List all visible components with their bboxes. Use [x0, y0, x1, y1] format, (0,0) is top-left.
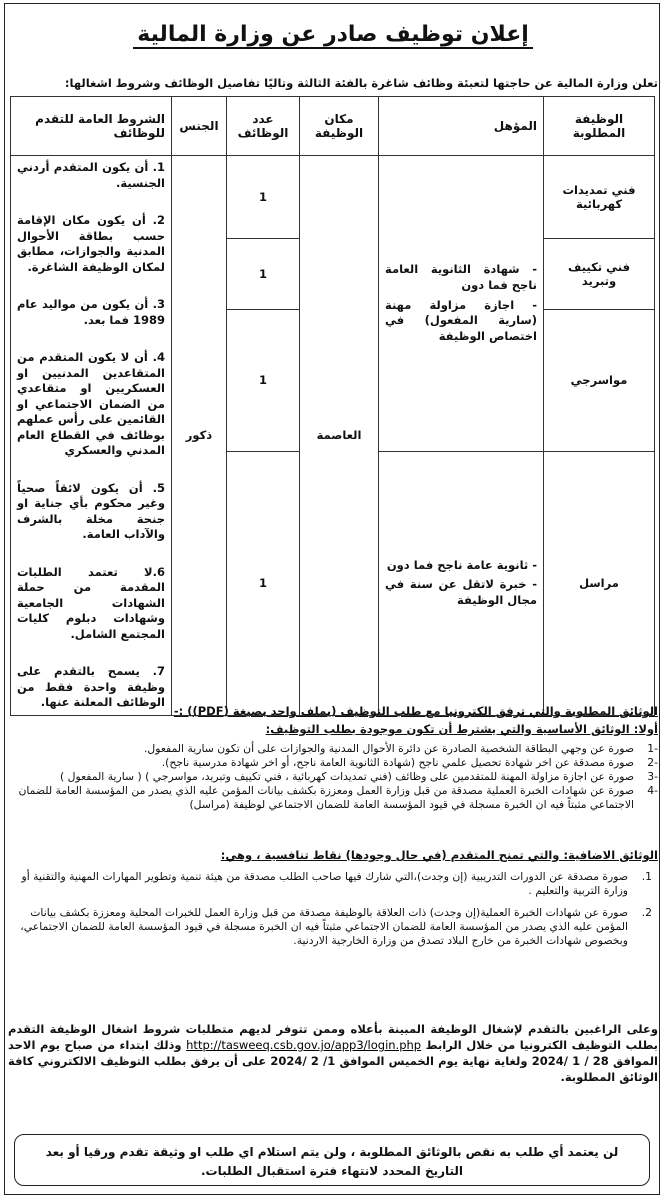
condition-item: 7. يسمح بالتقدم على وظيفة واحدة فقط من الوظائف المعلنة عنها.: [17, 664, 165, 710]
job-cell: مراسل: [544, 451, 655, 715]
item-number: -1: [647, 742, 658, 755]
item-text: صورة مصدقة عن اخر شهادة تحصيل علمي ناجح (شهادة الثانوية العامة ناجح، أو اخر شهادة مدرسية ناجح).: [161, 756, 634, 770]
required-documents-heading: الوثائق المطلوبة والتي ترفق الكترونيا مع طلب التوظيف (بملف واحد بصيغة (PDF)) :-: [173, 704, 658, 718]
item-text: صورة مصدقة عن الدورات التدريبية (إن وجدت)،التي شارك فيها صاحب الطلب مصدقة من هيئة تنمية وتطوير المهارات المهنية والتقنية أو وزارة التربية والتعليم .: [21, 870, 628, 898]
qualification-item: - ثانوية عامة ناجح فما دون: [386, 557, 537, 572]
list-item: [8, 742, 658, 756]
condition-item: 4. أن لا يكون المتقدم من المتقاعدين المدنيين او العسكريين او متقاعدي من الضمان الاجتماعي او القائمين على رأس عملهم بوظائف في القطاع العام المدني والعسكري: [17, 350, 165, 458]
item-number: -3: [647, 770, 658, 784]
header-job: الوظيفة المطلوبة: [544, 97, 655, 156]
count-cell: 1: [227, 239, 300, 310]
list-item: [8, 870, 658, 898]
header-count: عدد الوظائف: [227, 97, 300, 156]
qualification-item: - اجازة مزاولة مهنة (سارية المفعول) في اختصاص الوظيفة: [385, 297, 537, 343]
job-cell: مواسرجي: [544, 310, 655, 452]
header-gender: الجنس: [172, 97, 227, 156]
header-conditions: الشروط العامة للتقدم للوظائف: [11, 97, 172, 156]
condition-item: 5. أن يكون لائقاً صحياً وغير محكوم بأي جناية او جنحة مخلة بالشرف والآداب العامة.: [17, 480, 165, 542]
condition-item: 1. أن يكون المتقدم أردني الجنسية.: [17, 160, 165, 190]
gender-cell: ذكور: [172, 156, 227, 716]
job-cell: فني تكييف وتبريد: [544, 239, 655, 310]
table-row: [11, 156, 655, 239]
item-number: 2.: [641, 906, 652, 920]
jobs-table: [10, 96, 655, 716]
item-text: صورة عن شهادات الخبرة العملية مصدقة من قبل وزارة العمل ومعززة بكشف بيانات المؤمن عليه الذي يصدر من المؤسسة العامة للضمان الاجتماعي مثبتاً فيه ان الخبرة مسجلة في قيود المؤسسة العامة للضمان الاجتماعي لوظيفة (مراسل): [18, 784, 634, 812]
qualification-cell: [379, 451, 544, 715]
item-number: -2: [647, 756, 658, 770]
required-documents-section: [8, 704, 658, 812]
item-text: صورة عن اجازة مزاولة المهنة للمتقدمين على وظائف (فني تمديدات كهربائية ، فني تكييف وتبريد، مواسرجي ) ( سارية المفعول ): [60, 770, 634, 784]
list-item: [8, 906, 658, 948]
header-qualification: المؤهل: [379, 97, 544, 156]
additional-documents-section: [8, 848, 658, 956]
item-text: صورة عن شهادات الخبرة العملية(إن وجدت) ذات العلاقة بالوظيفة مصدقة من قبل وزارة العمل للخبرات المحلية ومعززة بكشف بيانات المؤمن عليه الذي يصدر من المؤسسة العامة للضمان الاجتماعي مثبتاً فيه ان الخبرة مسجلة في قيود المؤسسة العامة للضمان الاجتماعي، وبخصوص شهادات الخبرة من خارج البلاد تصدق من وزارة الخارجية الاردنية.: [20, 906, 628, 948]
qualification-item: - خبرة لاتقل عن سنة في مجال الوظيفة: [385, 577, 537, 607]
apply-text-before: وعلى الراغبين بالتقدم لإشغال الوظيفة المبينة بأعلاه وممن تتوفر لديهم متطلبات شروط اشغال الوظيفة التقدم بطلب التوظيف الكترونيا من خلال الرابط: [8, 1022, 658, 1052]
header-place: مكان الوظيفة: [300, 97, 379, 156]
list-item: [8, 756, 658, 770]
notice-box: لن يعتمد أي طلب به نقص بالوثائق المطلوبة ، ولن يتم استلام اي طلب او وثيقة تقدم ورقيا أو بعد التاريخ المحدد لانتهاء فترة استقبال الطلبات.: [14, 1134, 650, 1186]
item-number: 1.: [641, 870, 652, 883]
conditions-cell: [11, 156, 172, 716]
condition-item: 6.لا تعتمد الطلبات المقدمة من حملة الشهادات الجامعية وشهادات دبلوم كليات المجتمع الشامل.: [17, 564, 165, 641]
qualification-cell: [379, 156, 544, 452]
place-cell: العاصمة: [300, 156, 379, 716]
count-cell: 1: [227, 156, 300, 239]
list-item: [8, 784, 658, 812]
item-text: صورة عن وجهي البطاقة الشخصية الصادرة عن دائرة الأحوال المدنية والجوازات على أن تكون سارية المفعول.: [143, 742, 634, 755]
list-item: [8, 770, 658, 784]
condition-item: 2. أن يكون مكان الإقامة حسب بطاقة الأحوال المدنية والجوازات، مطابق لمكان الوظيفة الشاغرة.: [17, 213, 165, 274]
condition-item: 3. أن يكون من مواليد عام 1989 فما بعد.: [17, 297, 165, 327]
qualification-item: - شهادة الثانوية العامة ناجح فما دون: [385, 262, 537, 292]
apply-text-after: وذلك ابتداء من صباح يوم الاحد الموافق 28 / 1 /2024 ولغاية نهاية يوم الخميس الموافق 1/ 2 /2024 على أن يرفق بطلب التوظيف الالكتروني كافة الوثائق المطلوبة.: [8, 1037, 658, 1084]
application-instructions: [8, 1022, 658, 1085]
count-cell: 1: [227, 310, 300, 452]
basic-documents-subheading: أولا: الوثائق الأساسية والتي يشترط أن تكون موجودة بطلب التوظيف:: [265, 722, 658, 736]
table-header-row: [11, 97, 655, 156]
page-title: إعلان توظيف صادر عن وزارة المالية: [0, 22, 666, 47]
count-cell: 1: [227, 451, 300, 715]
application-link[interactable]: http://tasweeq.csb.gov.jo/app3/login.php: [186, 1037, 422, 1052]
additional-documents-heading: الوثائق الاضافية: والتي تمنح المتقدم (في حال وجودها) نقاط تنافسية ، وهي:: [220, 848, 658, 862]
intro-text: تعلن وزارة المالية عن حاجتها لتعبئة وظائف شاغرة بالفئة الثالثة وتاليًا تفاصيل الوظائف وشروط اشغالها:: [64, 76, 658, 90]
item-number: -4: [647, 784, 658, 798]
job-cell: فني تمديدات كهربائية: [544, 156, 655, 239]
